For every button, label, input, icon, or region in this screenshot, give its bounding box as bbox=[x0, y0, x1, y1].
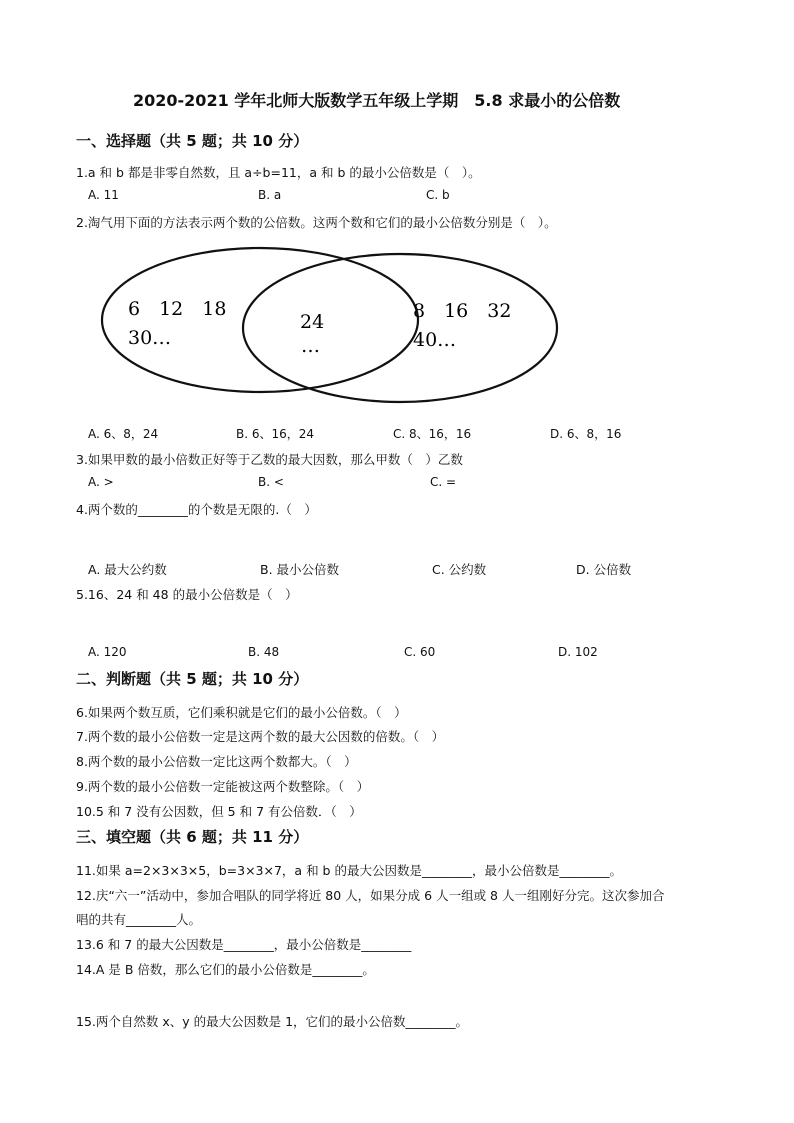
q1-option-c: C. b bbox=[426, 188, 450, 202]
q4-option-c: C. 公约数 bbox=[432, 562, 487, 577]
question-8: 8.两个数的最小公倍数一定比这两个数都大。（ ） bbox=[76, 754, 357, 769]
question-15: 15.两个自然数 x、y 的最大公因数是 1，它们的最小公倍数________。 bbox=[76, 1014, 469, 1029]
q5-option-c: C. 60 bbox=[404, 645, 436, 659]
venn-right-line1: 8 16 32 bbox=[413, 300, 512, 322]
q3-option-a: A. > bbox=[88, 475, 114, 489]
q2-option-a: A. 6、8，24 bbox=[88, 427, 159, 441]
question-13: 13.6 和 7 的最大公因数是________，最小公倍数是________ bbox=[76, 937, 412, 952]
question-5: 5.16、24 和 48 的最小公倍数是（ ） bbox=[76, 587, 298, 602]
question-14: 14.A 是 B 倍数，那么它们的最小公倍数是________。 bbox=[76, 962, 375, 977]
q4-option-b: B. 最小公倍数 bbox=[260, 562, 340, 577]
q4-option-d: D. 公倍数 bbox=[576, 562, 632, 577]
q2-option-c: C. 8、16，16 bbox=[393, 427, 472, 441]
venn-left-line2: 30… bbox=[128, 327, 172, 349]
question-3: 3.如果甲数的最小倍数正好等于乙数的最大因数，那么甲数（ ）乙数 bbox=[76, 452, 463, 467]
q5-option-d: D. 102 bbox=[558, 645, 598, 659]
q5-option-a: A. 120 bbox=[88, 645, 127, 659]
q2-option-d: D. 6、8，16 bbox=[550, 427, 622, 441]
q3-option-c: C. = bbox=[430, 475, 457, 489]
question-7: 7.两个数的最小公倍数一定是这两个数的最大公因数的倍数。（ ） bbox=[76, 729, 445, 744]
question-1: 1.a 和 b 都是非零自然数，且 a÷b=11，a 和 b 的最小公倍数是（ ）。 bbox=[76, 165, 481, 180]
venn-right-ellipse bbox=[243, 254, 557, 402]
q1-option-b: B. a bbox=[258, 188, 282, 202]
venn-right-line2: 40… bbox=[413, 329, 457, 351]
section-heading-fill: 三、填空题（共 6 题；共 11 分） bbox=[76, 828, 309, 846]
q3-option-b: B. < bbox=[258, 475, 284, 489]
venn-center-line2: … bbox=[301, 335, 320, 357]
venn-left-ellipse bbox=[102, 248, 418, 392]
question-2: 2.淘气用下面的方法表示两个数的公倍数。这两个数和它们的最小公倍数分别是（ ）。 bbox=[76, 215, 557, 230]
section-heading-choice: 一、选择题（共 5 题；共 10 分） bbox=[76, 132, 309, 150]
q4-option-a: A. 最大公约数 bbox=[88, 562, 167, 577]
q5-option-b: B. 48 bbox=[248, 645, 280, 659]
question-6: 6.如果两个数互质，它们乘积就是它们的最小公倍数。（ ） bbox=[76, 705, 407, 720]
page-title: 2020-2021 学年北师大版数学五年级上学期 5.8 求最小的公倍数 bbox=[133, 91, 621, 110]
question-4: 4.两个数的________的个数是无限的.（ ） bbox=[76, 502, 317, 517]
question-11: 11.如果 a=2×3×3×5，b=3×3×7，a 和 b 的最大公因数是________，最小公倍数是________。 bbox=[76, 863, 622, 878]
question-12-line1: 12.庆“六一”活动中，参加合唱队的同学将近 80 人，如果分成 6 人一组或 8 人一组刚好分完。这次参加合 bbox=[76, 888, 665, 903]
q2-option-b: B. 6、16，24 bbox=[236, 427, 315, 441]
q1-option-a: A. 11 bbox=[88, 188, 119, 202]
question-12-line2: 唱的共有________人。 bbox=[76, 912, 202, 927]
question-10: 10.5 和 7 没有公因数，但 5 和 7 有公倍数．（ ） bbox=[76, 804, 362, 819]
section-heading-judge: 二、判断题（共 5 题；共 10 分） bbox=[76, 670, 309, 688]
venn-diagram bbox=[95, 240, 570, 415]
venn-left-line1: 6 12 18 bbox=[128, 298, 227, 320]
question-9: 9.两个数的最小公倍数一定能被这两个数整除。（ ） bbox=[76, 779, 370, 794]
venn-center-line1: 24 bbox=[300, 311, 325, 333]
